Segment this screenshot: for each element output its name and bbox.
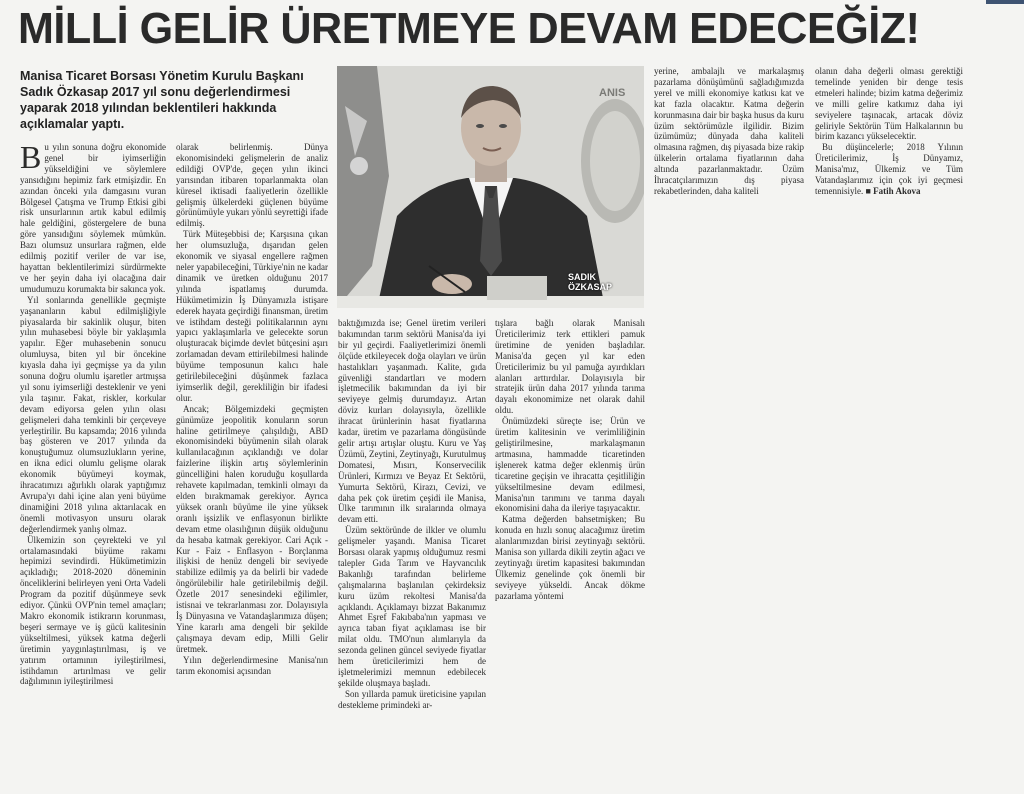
- paragraph-text: u yılın sonuna doğru ekonomide genel bir iyimserliğin yükseldiğini ve söylemlere yansıdığını hepimiz fark etmişizdir. En azından önceki yıla damgasını vuran Bölgesel Çatışma ve Trump Etkisi gibi risk unsurlarının artık kabul edilmiş hale geldiğini, göstergelere de buna göre yansıdığını söylemek mümkün. Bazı olumsuz unsurlara rağmen, elde edilmiş pozitif veriler de var ise, hayattan beklentilerimizi sürdürmekte ve her şeyin daha iyi olacağına dair umudumuzu korumakta bir sakınca yok.: [20, 142, 166, 294]
- paragraph: yerine, ambalajlı ve markalaşmış pazarlama dönüşümünü sağladığımızda yerel ve milli ekonomiye katkısı kat ve kat fazla olacaktır. Katma değerin korunmasına dair bir başka husus da kuru üzüm sektörümüzle ilgilidir. Bizim üzümümüz; dünyada daha kaliteli olmasına rağmen, dış piyasada bize rakip ülkelerin ortalama fiyatlarının daha altında pazarlanmaktadır. Üzüm İhracatçılarımızın dış piyasa rekabetlerinden, daha kaliteli: [654, 66, 804, 196]
- author-signature: ■ Fatih Akova: [865, 185, 921, 196]
- photo-caption: [568, 272, 612, 292]
- paragraph: Yılın değerlendirmesine Manisa'nın tarım ekonomisi açısından: [176, 654, 328, 676]
- paragraph: Türk Müteşebbisi de; Karşısına çıkan her olumsuzluğa, dışarıdan gelen ekonomik ve siyasal engellere rağmen neler yapabileceğini, Türkiye'nin ne kadar dinamik ve üretken olduğunu 2017 yılında ispatlamış durumda. Hükümetimizin İş Dünyamızla istişare ederek hayata geçirdiği finansman, üretim ve istihdam desteği politikalarının aynı yapıcı yaklaşımlarla ve gelecekte sorun oluşturacak biçimde devlet bütçesini aşırı zorlamadan devam ettirilebilmesi halinde büyüme temposunun kalıcı hale getirilebileceğini düşünmek fazlaca iyimserlik değil, gerekliliğin bir ifadesi olur.: [176, 229, 328, 403]
- article-column-2: [176, 142, 328, 792]
- article-column-5: [654, 66, 804, 256]
- paragraph: [20, 142, 166, 295]
- paragraph: Ancak; Bölgemizdeki geçmişten günümüze jeopolitik konuların sorun haline getirilmeye çalışıldığı, ABD ekonomisindeki büyümenin silah olarak kullanılacağının açıklandığı ve dolar faizlerine ilişkin artış söylemlerinin güncelliğini halen koruduğu koşullarda rehavete kapılmadan, temkinli olmayı da elden bırakmamak gerekiyor. Ayrıca yüksek oranlı büyüme ile yine yüksek oranlı işsizlik ve enflasyonun birlikte devam etme olasılığının düşük olduğunu da hesaba katmak gerekiyor. Cari Açık - Kur - Faiz - Enflasyon - Borçlanma ilişkisi de henüz dengeli bir seviyede stabilize edilmiş ya da belirli bir vadede öngörülebilir hale getirilebilmiş değil. Özetle 2017 senesindeki eğilimler, istisnai ve tekrarlanması zor. Dolayısıyla İş Dünyasına ve Vatandaşlarımıza düşen; Yine kararlı ama dengeli bir şekilde çalışmaya devam edip, Milli Gelir üretmek.: [176, 403, 328, 654]
- paragraph: olanın daha değerli olması gerektiği temelinde yeniden bir denge tesis etmeleri halinde; bizim katma değerimiz ve milli gelire katkımız daha iyi seviyelere taşınacak, artacak döviz geliriyle Sektörün Tüm Halkalarının bu birim kazancı yükselecektir.: [815, 66, 963, 142]
- svg-text:ANIS: ANIS: [599, 87, 626, 99]
- paragraph: tışlara bağlı olarak Manisalı Üreticilerimiz terk ettikleri pamuk üretimine de yeniden başladılar. Manisa'da geçen yıl kar eden Üreticilerimiz bu yıl pamuğa ayırdıkları alanları arttırdılar. Dolayısıyla bir stratejik ürün daha 2017 yılında tarıma dayalı ekonomimize net olarak dahil oldu.: [495, 318, 645, 416]
- lead-paragraph: Manisa Ticaret Borsası Yönetim Kurulu Başkanı Sadık Özkasap 2017 yıl sonu değerlendirmesi yaparak 2018 yılından beklentileri hakkında açıklamalar yaptı.: [20, 69, 304, 131]
- article-column-3: [338, 318, 486, 794]
- paragraph: Katma değerden bahsetmişken; Bu konuda en hızlı sonuç alacağımız üretim alanlarımızdan birisi zeytinyağı sektörü. Manisa son yıllarda dikili zeytin ağacı ve zeytinyağı üretim kapasitesi bakımından Ülkemiz genelinde çok önemli bir seviyeye yükseldi. Ancak dökme pazarlama yöntemi: [495, 514, 645, 601]
- caption-line: SADIK: [568, 272, 597, 282]
- paragraph: Son yıllarda pamuk üreticisine yapılan destekleme primindeki ar-: [338, 688, 486, 710]
- paragraph: olarak belirlenmiş. Dünya ekonomisindeki gelişmelerin de analiz edildiği OVP'de, geçen yılın ikinci yarısından itibaren toparlanmakta olan küresel iktisadi faaliyetlerin özellikle gelişmiş ülkelerdeki güçlenen büyüme görünümüyle yukarı yönlü seyrettiği ifade edilmiş.: [176, 142, 328, 229]
- article-column-1: [20, 142, 166, 792]
- headline: MİLLİ GELİR ÜRETMEYE DEVAM EDECEĞİZ!: [18, 4, 920, 53]
- paragraph: Üzüm sektöründe de ilkler ve olumlu gelişmeler yaşandı. Manisa Ticaret Borsası olarak yapmış olduğumuz resmi talepler Gıda Tarım ve Hayvancılık Bakanlığı tarafından belirleme çalışmalarına başlanılan çekirdeksiz kuru üzüm rekoltesi Manisa'da açıklandı. Açıklamayı bizzat Bakanımız Ahmet Eşref Fakıbaba'nın yapması ve ayrıca taban fiyat açıklaması ise bir milat oldu. TMO'nun alımlarıyla da sezonda gelinen güncel seviyede fiyatlar hem üreticilerimizi hem de işletmelerimizi memnun edebilecek şekilde oluşmaya başladı.: [338, 525, 486, 688]
- paragraph: Önümüzdeki süreçte ise; Ürün ve üretim kalitesinin ve verimliliğinin geliştirilmesine, markalaşmanın artmasına, hammadde ticaretinden işlenerek katma değer eklenmiş ürün ticaretine geçişin ve ihracatta çeşitliliğin yükseltilmesine devam edilmesi, Manisa'nın tarımını ve tarıma dayalı ekonomisini daha da ileriye taşıyacaktır.: [495, 416, 645, 514]
- paragraph: Yıl sonlarında genellikle geçmişte yaşananların kabul edilmişliğiyle piyasalarda bir sakinlik oluşur, biten yılın muhasebesi böyle bir yaklaşımla yapılır. Eğer muhasebenin sonucu olumluysa, biten yıl bir öncekine kıyasla daha iyi geçmişse ya da yılın sonuna doğru olumlu işaretler artmışsa yıl sonu iyimserliği desteklenir ve yeni yıla taşınır. Fakat, riskler, korkular devam ediyorsa gelen yılın olası gelişmeleri daha temkinli bir çerçeveye yerleştirilir. Bu kapsamda; 2016 yılında baş gösteren ve 2017 yılında da konuştuğumuz olumsuzlukların yerine, en iknа edici olumlu gelişme olarak ekonomik büyümeyi koymak, ihracatımızı ağırlıklı olarak yaptığımız Avrupa'yı dahi içine alan yeni büyüme dinamiğini 2018 yılına aktarılacak en önemli motivasyon unsuru olarak değerlendirmek yanlış olmaz.: [20, 294, 166, 534]
- article-column-4: [495, 318, 645, 794]
- page-corner-accent: [986, 0, 1024, 4]
- paragraph-text: Bu düşüncelerle; 2018 Yılının Üreticilerimiz, İş Dünyamız, Manisa'mız, Ülkemiz ve Tüm Vatandaşlarımız için çok iyi geçmesi temennisiyle.: [815, 142, 963, 196]
- paragraph: [815, 142, 963, 197]
- paragraph: baktığımızda ise; Genel üretim verileri bakımından tarım sektörü Manisa'da iyi bir yıl geçirdi. Faaliyetlerimizi önemli ölçüde etkileyecek doğa olayları ve ürün hastalıkları yaşanmadı. Kalite, gıda güvenliği standartları ve modern işletmecilik bakımından da iyi bir seviyeye gelmiş durumdayız. Artan döviz kurları dolayısıyla, özellikle ihracat ürünlerinin hasat fiyatlarına kadar, üretim ve pazarlama döngüsünde gelir artışı artışlar oluştu. Kuru ve Yaş Üzümü, Zeytini, Zeytinyağı, Kurutulmuş Domatesi, Mısırı, Konservecilik Ürünleri, Kırmızı ve Beyaz Et Sektörü, Yumurta Sektörü, Kirazı, Cevizi, ve daha pek çok üretim çeşidi ile Manisa, Ülke tarımının ilk sıralarında olmaya devam etti.: [338, 318, 486, 525]
- drop-cap: B: [20, 142, 42, 175]
- paragraph: Ülkemizin son çeyrekteki ve yıl ortalamasındaki büyüme rakamı hepimizi sevindirdi. Hükümetimizin açıkladığı; 2018-2020 döneminin önceliklerini belirleyen yeni Orta Vadeli Program da pozitif düşünmeye sevk ediyor. Çünkü OVP'nin temel amaçları; Makro ekonomik istikrarın korunması, beşeri sermaye ve iş gücü kalitesinin yükseltilmesi, yüksek katma değerli üretimin yaygınlaştırılması, iş ve yatırım ortamının iyileştirilmesi, istihdamın artırılması ve gelir dağılımının iyileştirilmesi: [20, 534, 166, 687]
- caption-line: ÖZKASAP: [568, 282, 613, 292]
- article-column-6: [815, 66, 963, 256]
